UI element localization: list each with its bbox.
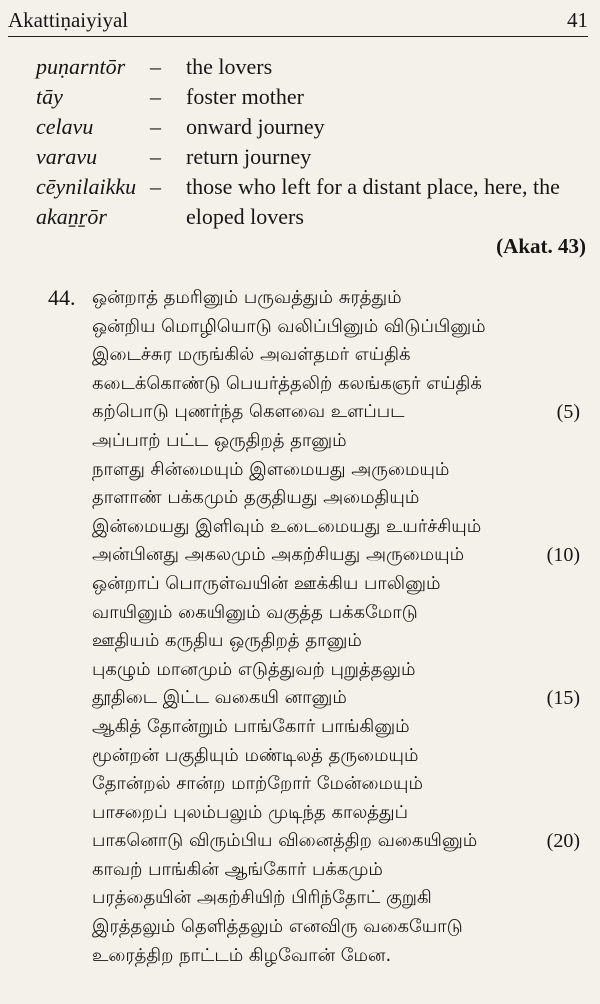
glossary-row — [36, 142, 588, 172]
glossary-term: akaṉṟōr — [36, 204, 107, 229]
poem-line-text: ஒன்றிய மொழியொடு வலிப்பினும் விடுப்பினும் — [92, 315, 486, 337]
poem-line-text: அன்பினது அகலமும் அகற்சியது அருமையும் — [92, 544, 465, 566]
poem-line-text: தோன்றல் சான்ற மாற்றோர் மேன்மையும் — [92, 773, 423, 795]
glossary-row — [36, 202, 588, 232]
poem-line-text: தாளாண் பக்கமும் தகுதியது அமைதியும் — [92, 487, 420, 509]
glossary-definition: onward journey — [186, 114, 325, 139]
poem-line-text: வாயினும் கையினும் வகுத்த பக்கமோடு — [92, 601, 418, 623]
poem-line-text: இன்மையது இளிவும் உடைமையது உயர்ச்சியும் — [92, 515, 482, 537]
glossary-dash: – — [150, 114, 161, 139]
glossary-dash: – — [150, 174, 161, 199]
poem-line-text: கற்பொடு புணர்ந்த கௌவை உளப்பட — [92, 401, 405, 423]
poem-line — [48, 856, 588, 885]
poem-line — [48, 284, 588, 313]
poem-line — [48, 570, 588, 599]
citation: (Akat. 43) — [496, 234, 586, 258]
poem-line — [48, 398, 588, 427]
glossary-dash — [150, 202, 186, 232]
poem-line-text: இடைச்சுர மருங்கில் அவள்தமர் எய்திக் — [92, 344, 411, 366]
glossary-definition: the lovers — [186, 54, 273, 79]
glossary-definition: return journey — [186, 144, 312, 169]
poem — [48, 284, 588, 970]
line-number: (20) — [546, 830, 580, 853]
glossary-row — [36, 52, 588, 82]
poem-line-text: ஒன்றாப் பொருள்வயின் ஊக்கிய பாலினும் — [92, 572, 441, 594]
poem-line — [48, 313, 588, 342]
poem-line-text: ஆகித் தோன்றும் பாங்கோர் பாங்கினும் — [92, 715, 410, 737]
poem-line-text: மூன்றன் பகுதியும் மண்டிலத் தருமையும் — [92, 744, 419, 766]
poem-line — [48, 770, 588, 799]
running-title: Akattiṇaiyiyal — [8, 8, 129, 32]
poem-line — [48, 913, 588, 942]
poem-line-text: காவற் பாங்கின் ஆங்கோர் பக்கமும் — [92, 858, 383, 880]
poem-line — [48, 541, 588, 570]
poem-line — [48, 484, 588, 513]
glossary-term: tāy — [36, 84, 63, 109]
glossary-definition: those who left for a distant place, here, the — [186, 174, 560, 199]
line-number: (15) — [546, 687, 580, 710]
verse-number: 44. — [48, 285, 76, 310]
glossary-row — [36, 172, 588, 202]
poem-line — [48, 942, 588, 971]
poem-line — [48, 427, 588, 456]
line-number: (5) — [556, 401, 580, 424]
glossary-dash: – — [150, 144, 161, 169]
poem-line-text: ஊதியம் கருதிய ஒருதிறத் தானும் — [92, 630, 362, 652]
glossary-term: celavu — [36, 114, 94, 139]
poem-line — [48, 456, 588, 485]
poem-line — [48, 799, 588, 828]
glossary-row — [36, 112, 588, 142]
poem-line — [48, 599, 588, 628]
poem-line-text: நாளது சின்மையும் இளமையது அருமையும் — [92, 458, 450, 480]
glossary-dash: – — [150, 54, 161, 79]
glossary-dash: – — [150, 84, 161, 109]
poem-line-text: கடைக்கொண்டு பெயர்த்தலிற் கலங்கஞர் எய்திக் — [92, 372, 482, 394]
poem-line-text: தூதிடை இட்ட வகையி னானும் — [92, 687, 347, 709]
poem-line — [48, 827, 588, 856]
poem-line-text: ஒன்றாத் தமரினும் பருவத்தும் சுரத்தும் — [92, 287, 402, 308]
page-number: 41 — [567, 8, 588, 32]
poem-line-text: பாகனொடு விரும்பிய வினைத்திற வகையினும் — [92, 830, 478, 852]
page-header — [8, 6, 588, 37]
poem-line — [48, 742, 588, 771]
poem-line-text: உரைத்திற நாட்டம் கிழவோன் மேன. — [92, 944, 392, 966]
poem-line-text: பரத்தையின் அகற்சியிற் பிரிந்தோட் குறுகி — [92, 887, 432, 909]
glossary-term: varavu — [36, 144, 98, 169]
poem-line-text: அப்பாற் பட்ட ஒருதிறத் தானும் — [92, 429, 347, 451]
glossary-definition: eloped lovers — [186, 204, 304, 229]
poem-line — [48, 627, 588, 656]
poem-line — [48, 513, 588, 542]
glossary-term: puṇarntōr — [36, 54, 126, 79]
poem-line — [48, 884, 588, 913]
glossary — [36, 52, 588, 232]
poem-line-text: இரத்தலும் தெளித்தலும் எனவிரு வகையோடு — [92, 916, 463, 938]
poem-line — [48, 713, 588, 742]
poem-line-text: புகழும் மானமும் எடுத்துவற் புறுத்தலும் — [92, 658, 416, 680]
glossary-definition: foster mother — [186, 84, 304, 109]
poem-line — [48, 370, 588, 399]
glossary-term: cēynilaikku — [36, 174, 137, 199]
poem-line — [48, 341, 588, 370]
poem-line-text: பாசறைப் புலம்பலும் முடிந்த காலத்துப் — [92, 801, 409, 823]
glossary-row — [36, 82, 588, 112]
poem-line — [48, 684, 588, 713]
poem-line — [48, 656, 588, 685]
line-number: (10) — [546, 544, 580, 567]
